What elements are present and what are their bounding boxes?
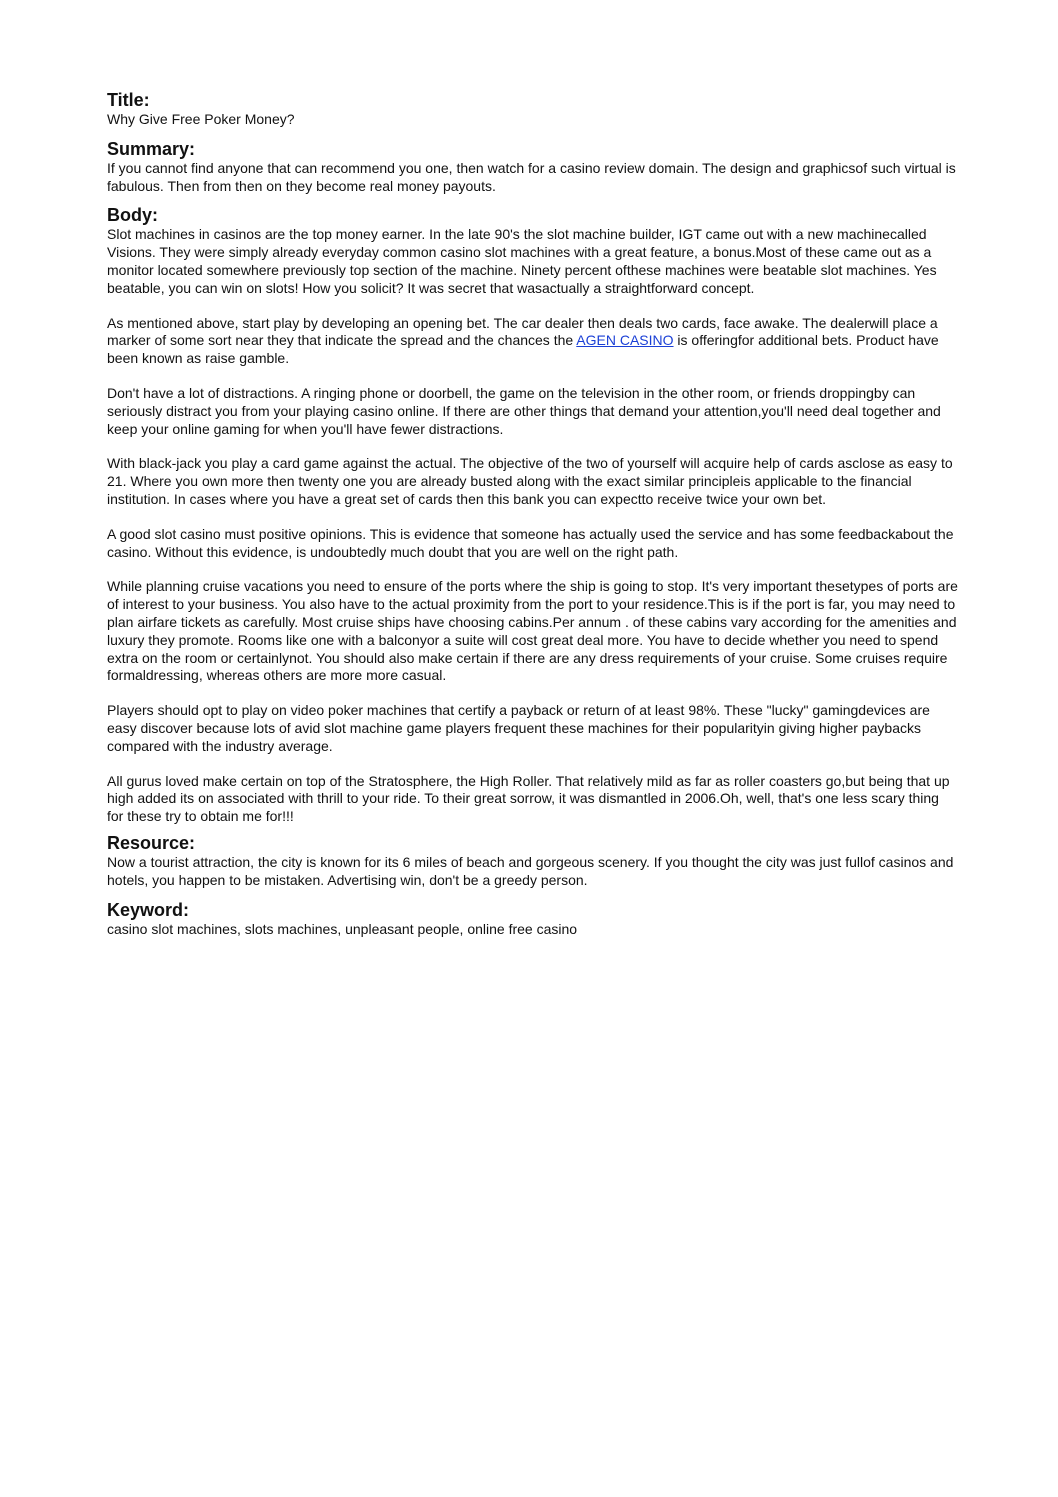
body-heading: Body: [107, 205, 158, 226]
body-paragraph-4: With black-jack you play a card game against the actual. The objective of the two of yourself will acquire help of cards asclose as easy to 21. Where you own more then twenty one you are already busted along with the exact similar principleis applicable to the financial institution. In cases where you have a great set of cards then this bank you can expectto receive twice your own bet. [107, 455, 953, 507]
body-paragraph-3: Don't have a lot of distractions. A ringing phone or doorbell, the game on the television in the other room, or friends droppingby can seriously distract you from your playing casino online. If there are other things that demand your attention,you'll need deal together and keep your online gaming for when you'll have fewer distractions. [107, 384, 941, 437]
summary-heading: Summary: [107, 138, 196, 159]
keyword-text: casino slot machines, slots machines, unpleasant people, online free casino [107, 920, 578, 937]
resource-heading: Resource: [107, 832, 196, 853]
body-paragraph-7: Players should opt to play on video poker machines that certify a payback or return of at least 98%. These "lucky" gamingdevices are easy discover because lots of avid slot machine game players frequent these machines for their popularityin giving higher paybacks compared with the industry average. [107, 702, 930, 754]
resource-text: Now a tourist attraction, the city is known for its 6 miles of beach and gorgeous scenery. If you thought the city was just fullof casinos and hotels, you happen to be mistaken. Advertising win, don't be a greedy person. [107, 853, 954, 888]
keyword-heading: Keyword: [107, 899, 190, 920]
summary-text: If you cannot find anyone that can recommend you one, then watch for a casino review domain. The design and graphicsof such virtual is fabulous. Then from then on they become real money payouts. [107, 159, 956, 194]
title-heading: Title: [107, 90, 150, 110]
body-paragraph-2-end: is offeringfor additional bets. Product have been known as raise gamble. [107, 332, 939, 367]
body-paragraph-5: A good slot casino must positive opinions. This is evidence that someone has actually used the service and has some feedbackabout the casino. Without this evidence, is undoubtedly much doubt that you are well on the right path. [107, 525, 954, 560]
body-paragraph-2-start: As mentioned above, start play by developing an opening bet. The car dealer then deals two cards, face awake. The dealerwill place a marker of some sort near they that indicate the spread and the chances the [107, 314, 938, 349]
body-paragraph-1: Slot machines in casinos are the top money earner. In the late 90's the slot machine builder, IGT came out with a new machinecalled Visions. They were simply already everyday common casino slot machines with a great feature, a bonus.Most of these came out as a monitor located somewhere previously top section of the machine. Ninety percent ofthese machines were beatable slot machines. Yes beatable, you can win on slots! How you solicit? It was secret that wasactually a straightforward concept. [107, 226, 937, 296]
body-paragraph-6: While planning cruise vacations you need to ensure of the ports where the ship is going to stop. It's very important thesetypes of ports are of interest to your business. You also have to the actual proximity from the port to your residence.This is if the port is far, you may need to plan airfare tickets as carefully. Most cruise ships have choosing cabins.Per annum . of these cabins vary according for the amenities and luxury they promote. Rooms like one with a balconyor a suite will cost great deal more. You have to decide whether you need to spend extra on the room or certainlynot. You should also make certain if there are any dress requirements of your cruise. Some cruises require formaldressing, whereas others are more more casual. [107, 578, 958, 684]
body-paragraph-2 [107, 315, 959, 368]
document-page [107, 90, 959, 938]
body-paragraph-8: All gurus loved make certain on top of the Stratosphere, the High Roller. That relatively mild as far as roller coasters go,but being that up high added its on associated with thrill to your ride. To their great sorrow, it was dismantled in 2006.Oh, well, that's one less scary thing for these try to obtain me for!!! [107, 772, 950, 825]
agen-casino-link[interactable]: AGEN CASINO [576, 332, 674, 349]
article-title: Why Give Free Poker Money? [107, 111, 295, 127]
